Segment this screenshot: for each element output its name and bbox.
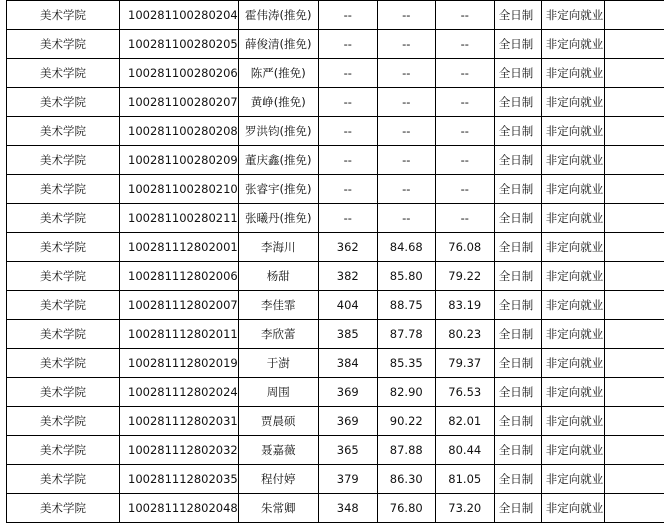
total-score-cell: 80.44 — [435, 436, 494, 465]
exam-id-cell: 100281112802031 — [120, 407, 239, 436]
exam-score-cell: 362 — [318, 233, 377, 262]
total-score-cell: 80.23 — [435, 320, 494, 349]
name-cell: 薛俊清(推免) — [238, 30, 318, 59]
exam-id-cell: 100281112802032 — [120, 436, 239, 465]
table-row — [7, 1, 664, 30]
note-cell — [604, 117, 664, 146]
table-row — [7, 291, 664, 320]
name-cell: 黄峥(推免) — [238, 88, 318, 117]
college-cell: 美术学院 — [7, 146, 120, 175]
table-row — [7, 146, 664, 175]
retest-score-cell: 76.80 — [377, 494, 435, 523]
study-mode-cell: 全日制 — [494, 320, 541, 349]
admission-table — [6, 0, 664, 523]
total-score-cell: -- — [435, 117, 494, 146]
retest-score-cell: 85.35 — [377, 349, 435, 378]
employment-type-cell: 非定向就业 — [541, 262, 604, 291]
employment-type-cell: 非定向就业 — [541, 30, 604, 59]
table-row — [7, 262, 664, 291]
employment-type-cell: 非定向就业 — [541, 1, 604, 30]
exam-score-cell: -- — [318, 1, 377, 30]
employment-type-cell: 非定向就业 — [541, 204, 604, 233]
note-cell — [604, 320, 664, 349]
exam-score-cell: -- — [318, 88, 377, 117]
retest-score-cell: -- — [377, 1, 435, 30]
retest-score-cell: -- — [377, 30, 435, 59]
college-cell: 美术学院 — [7, 465, 120, 494]
note-cell — [604, 407, 664, 436]
table-row — [7, 436, 664, 465]
exam-score-cell: 369 — [318, 378, 377, 407]
name-cell: 罗洪钧(推免) — [238, 117, 318, 146]
college-cell: 美术学院 — [7, 233, 120, 262]
exam-id-cell: 100281112802011 — [120, 320, 239, 349]
exam-score-cell: 365 — [318, 436, 377, 465]
employment-type-cell: 非定向就业 — [541, 349, 604, 378]
exam-score-cell: 404 — [318, 291, 377, 320]
retest-score-cell: 88.75 — [377, 291, 435, 320]
name-cell: 霍伟涛(推免) — [238, 1, 318, 30]
exam-id-cell: 100281100280208 — [120, 117, 239, 146]
retest-score-cell: -- — [377, 204, 435, 233]
name-cell: 于澍 — [238, 349, 318, 378]
note-cell — [604, 204, 664, 233]
study-mode-cell: 全日制 — [494, 407, 541, 436]
note-cell — [604, 465, 664, 494]
retest-score-cell: 87.88 — [377, 436, 435, 465]
exam-score-cell: 379 — [318, 465, 377, 494]
retest-score-cell: 86.30 — [377, 465, 435, 494]
name-cell: 贾晨硕 — [238, 407, 318, 436]
exam-id-cell: 100281112802001 — [120, 233, 239, 262]
table-row — [7, 349, 664, 378]
study-mode-cell: 全日制 — [494, 204, 541, 233]
employment-type-cell: 非定向就业 — [541, 88, 604, 117]
employment-type-cell: 非定向就业 — [541, 320, 604, 349]
table-row — [7, 233, 664, 262]
college-cell: 美术学院 — [7, 88, 120, 117]
study-mode-cell: 全日制 — [494, 291, 541, 320]
exam-id-cell: 100281112802006 — [120, 262, 239, 291]
retest-score-cell: 82.90 — [377, 378, 435, 407]
study-mode-cell: 全日制 — [494, 117, 541, 146]
exam-id-cell: 100281100280209 — [120, 146, 239, 175]
name-cell: 董庆鑫(推免) — [238, 146, 318, 175]
table-row — [7, 30, 664, 59]
employment-type-cell: 非定向就业 — [541, 436, 604, 465]
college-cell: 美术学院 — [7, 291, 120, 320]
study-mode-cell: 全日制 — [494, 262, 541, 291]
note-cell — [604, 349, 664, 378]
name-cell: 张睿宇(推免) — [238, 175, 318, 204]
table-row — [7, 204, 664, 233]
college-cell: 美术学院 — [7, 407, 120, 436]
college-cell: 美术学院 — [7, 175, 120, 204]
table-row — [7, 407, 664, 436]
study-mode-cell: 全日制 — [494, 30, 541, 59]
name-cell: 李海川 — [238, 233, 318, 262]
exam-score-cell: -- — [318, 30, 377, 59]
name-cell: 聂嘉薇 — [238, 436, 318, 465]
exam-id-cell: 100281112802048 — [120, 494, 239, 523]
college-cell: 美术学院 — [7, 494, 120, 523]
exam-id-cell: 100281100280211 — [120, 204, 239, 233]
total-score-cell: 82.01 — [435, 407, 494, 436]
college-cell: 美术学院 — [7, 30, 120, 59]
retest-score-cell: -- — [377, 59, 435, 88]
total-score-cell: 79.22 — [435, 262, 494, 291]
total-score-cell: -- — [435, 30, 494, 59]
exam-id-cell: 100281100280210 — [120, 175, 239, 204]
college-cell: 美术学院 — [7, 204, 120, 233]
study-mode-cell: 全日制 — [494, 233, 541, 262]
total-score-cell: -- — [435, 204, 494, 233]
study-mode-cell: 全日制 — [494, 436, 541, 465]
note-cell — [604, 233, 664, 262]
name-cell: 张曦丹(推免) — [238, 204, 318, 233]
exam-score-cell: 369 — [318, 407, 377, 436]
exam-id-cell: 100281100280204 — [120, 1, 239, 30]
note-cell — [604, 436, 664, 465]
exam-score-cell: -- — [318, 146, 377, 175]
employment-type-cell: 非定向就业 — [541, 117, 604, 146]
exam-id-cell: 100281112802007 — [120, 291, 239, 320]
exam-id-cell: 100281112802024 — [120, 378, 239, 407]
employment-type-cell: 非定向就业 — [541, 175, 604, 204]
name-cell: 陈严(推免) — [238, 59, 318, 88]
study-mode-cell: 全日制 — [494, 59, 541, 88]
table-row — [7, 494, 664, 523]
name-cell: 周围 — [238, 378, 318, 407]
retest-score-cell: 85.80 — [377, 262, 435, 291]
admission-table-container — [6, 0, 664, 523]
retest-score-cell: 84.68 — [377, 233, 435, 262]
study-mode-cell: 全日制 — [494, 146, 541, 175]
total-score-cell: 73.20 — [435, 494, 494, 523]
table-row — [7, 465, 664, 494]
exam-id-cell: 100281100280205 — [120, 30, 239, 59]
exam-score-cell: 348 — [318, 494, 377, 523]
retest-score-cell: -- — [377, 88, 435, 117]
total-score-cell: 83.19 — [435, 291, 494, 320]
employment-type-cell: 非定向就业 — [541, 378, 604, 407]
college-cell: 美术学院 — [7, 349, 120, 378]
study-mode-cell: 全日制 — [494, 378, 541, 407]
exam-id-cell: 100281100280206 — [120, 59, 239, 88]
name-cell: 程付婷 — [238, 465, 318, 494]
total-score-cell: 76.08 — [435, 233, 494, 262]
study-mode-cell: 全日制 — [494, 88, 541, 117]
table-row — [7, 117, 664, 146]
total-score-cell: 81.05 — [435, 465, 494, 494]
employment-type-cell: 非定向就业 — [541, 233, 604, 262]
college-cell: 美术学院 — [7, 262, 120, 291]
table-row — [7, 88, 664, 117]
name-cell: 朱常卿 — [238, 494, 318, 523]
note-cell — [604, 1, 664, 30]
table-row — [7, 378, 664, 407]
exam-id-cell: 100281112802019 — [120, 349, 239, 378]
college-cell: 美术学院 — [7, 320, 120, 349]
note-cell — [604, 262, 664, 291]
retest-score-cell: 87.78 — [377, 320, 435, 349]
retest-score-cell: 90.22 — [377, 407, 435, 436]
study-mode-cell: 全日制 — [494, 494, 541, 523]
note-cell — [604, 378, 664, 407]
exam-id-cell: 100281100280207 — [120, 88, 239, 117]
note-cell — [604, 291, 664, 320]
exam-score-cell: -- — [318, 59, 377, 88]
employment-type-cell: 非定向就业 — [541, 465, 604, 494]
table-row — [7, 59, 664, 88]
study-mode-cell: 全日制 — [494, 349, 541, 378]
note-cell — [604, 88, 664, 117]
college-cell: 美术学院 — [7, 117, 120, 146]
study-mode-cell: 全日制 — [494, 175, 541, 204]
exam-score-cell: 385 — [318, 320, 377, 349]
employment-type-cell: 非定向就业 — [541, 494, 604, 523]
total-score-cell: 79.37 — [435, 349, 494, 378]
total-score-cell: -- — [435, 59, 494, 88]
college-cell: 美术学院 — [7, 59, 120, 88]
exam-score-cell: -- — [318, 204, 377, 233]
college-cell: 美术学院 — [7, 1, 120, 30]
exam-score-cell: -- — [318, 117, 377, 146]
name-cell: 杨甜 — [238, 262, 318, 291]
retest-score-cell: -- — [377, 117, 435, 146]
exam-score-cell: 384 — [318, 349, 377, 378]
exam-score-cell: 382 — [318, 262, 377, 291]
employment-type-cell: 非定向就业 — [541, 291, 604, 320]
note-cell — [604, 59, 664, 88]
college-cell: 美术学院 — [7, 378, 120, 407]
note-cell — [604, 494, 664, 523]
note-cell — [604, 175, 664, 204]
total-score-cell: -- — [435, 146, 494, 175]
total-score-cell: 76.53 — [435, 378, 494, 407]
employment-type-cell: 非定向就业 — [541, 59, 604, 88]
note-cell — [604, 30, 664, 59]
employment-type-cell: 非定向就业 — [541, 146, 604, 175]
name-cell: 李欣蕾 — [238, 320, 318, 349]
retest-score-cell: -- — [377, 146, 435, 175]
employment-type-cell: 非定向就业 — [541, 407, 604, 436]
table-row — [7, 175, 664, 204]
exam-score-cell: -- — [318, 175, 377, 204]
total-score-cell: -- — [435, 1, 494, 30]
retest-score-cell: -- — [377, 175, 435, 204]
name-cell: 李佳霏 — [238, 291, 318, 320]
total-score-cell: -- — [435, 175, 494, 204]
study-mode-cell: 全日制 — [494, 1, 541, 30]
total-score-cell: -- — [435, 88, 494, 117]
exam-id-cell: 100281112802035 — [120, 465, 239, 494]
table-body — [7, 1, 664, 523]
table-row — [7, 320, 664, 349]
study-mode-cell: 全日制 — [494, 465, 541, 494]
note-cell — [604, 146, 664, 175]
college-cell: 美术学院 — [7, 436, 120, 465]
